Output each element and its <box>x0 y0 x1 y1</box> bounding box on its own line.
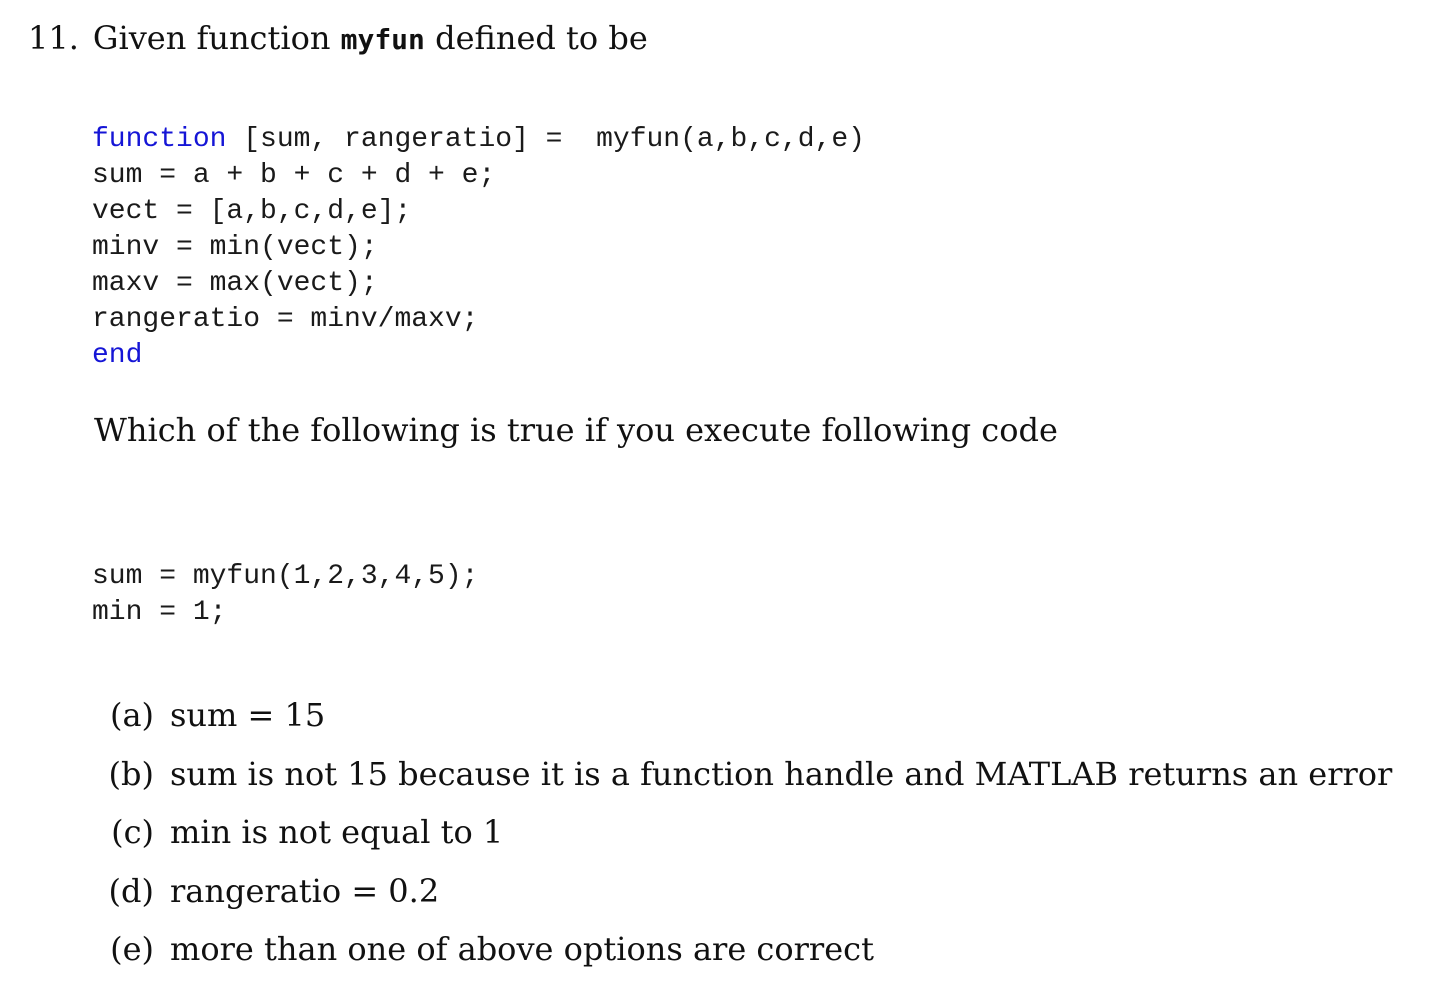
question-intro-start: Given function <box>92 19 331 57</box>
option-text: min is not equal to 1 <box>170 813 504 852</box>
option-label: (d) <box>108 871 154 910</box>
function-signature: [sum, rangeratio] = myfun(a,b,c,d,e) <box>226 124 865 155</box>
code-line-2: sum = a + b + c + d + e; <box>92 160 496 191</box>
call-line-2: min = 1; <box>92 597 227 628</box>
function-code-block <box>92 122 865 374</box>
call-line-1: sum = myfun(1,2,3,4,5); <box>92 561 479 592</box>
option-label: (c) <box>111 813 154 852</box>
option-label: (e) <box>110 930 154 969</box>
code-line-4: minv = min(vect); <box>92 232 378 263</box>
code-line-6: rangeratio = minv/maxv; <box>92 304 479 335</box>
answer-options <box>92 686 1392 979</box>
option-text: sum is not 15 because it is a function handle and MATLAB returns an error <box>170 754 1393 793</box>
code-line-3: vect = [a,b,c,d,e]; <box>92 196 412 227</box>
function-name-inline: myfun <box>340 23 425 56</box>
option-a[interactable] <box>92 686 1392 745</box>
keyword-function: function <box>92 124 227 155</box>
code-line-1 <box>92 122 865 158</box>
option-d[interactable] <box>92 862 1392 921</box>
question-header <box>28 18 648 60</box>
code-line-7 <box>92 338 865 374</box>
option-label: (a) <box>109 696 154 735</box>
code-line-5: maxv = max(vect); <box>92 268 378 299</box>
option-b[interactable] <box>92 745 1392 804</box>
option-e[interactable] <box>92 920 1392 979</box>
option-label: (b) <box>108 754 154 793</box>
question-number: 11. <box>28 19 79 57</box>
question-intro-end: defined to be <box>435 19 648 57</box>
question-prompt: Which of the following is true if you execute following code <box>94 411 1058 449</box>
option-c[interactable] <box>92 803 1392 862</box>
option-text: sum = 15 <box>170 696 326 735</box>
option-text: more than one of above options are correct <box>170 930 874 969</box>
option-text: rangeratio = 0.2 <box>170 871 440 910</box>
keyword-end: end <box>92 340 143 371</box>
call-code-block <box>92 559 478 631</box>
